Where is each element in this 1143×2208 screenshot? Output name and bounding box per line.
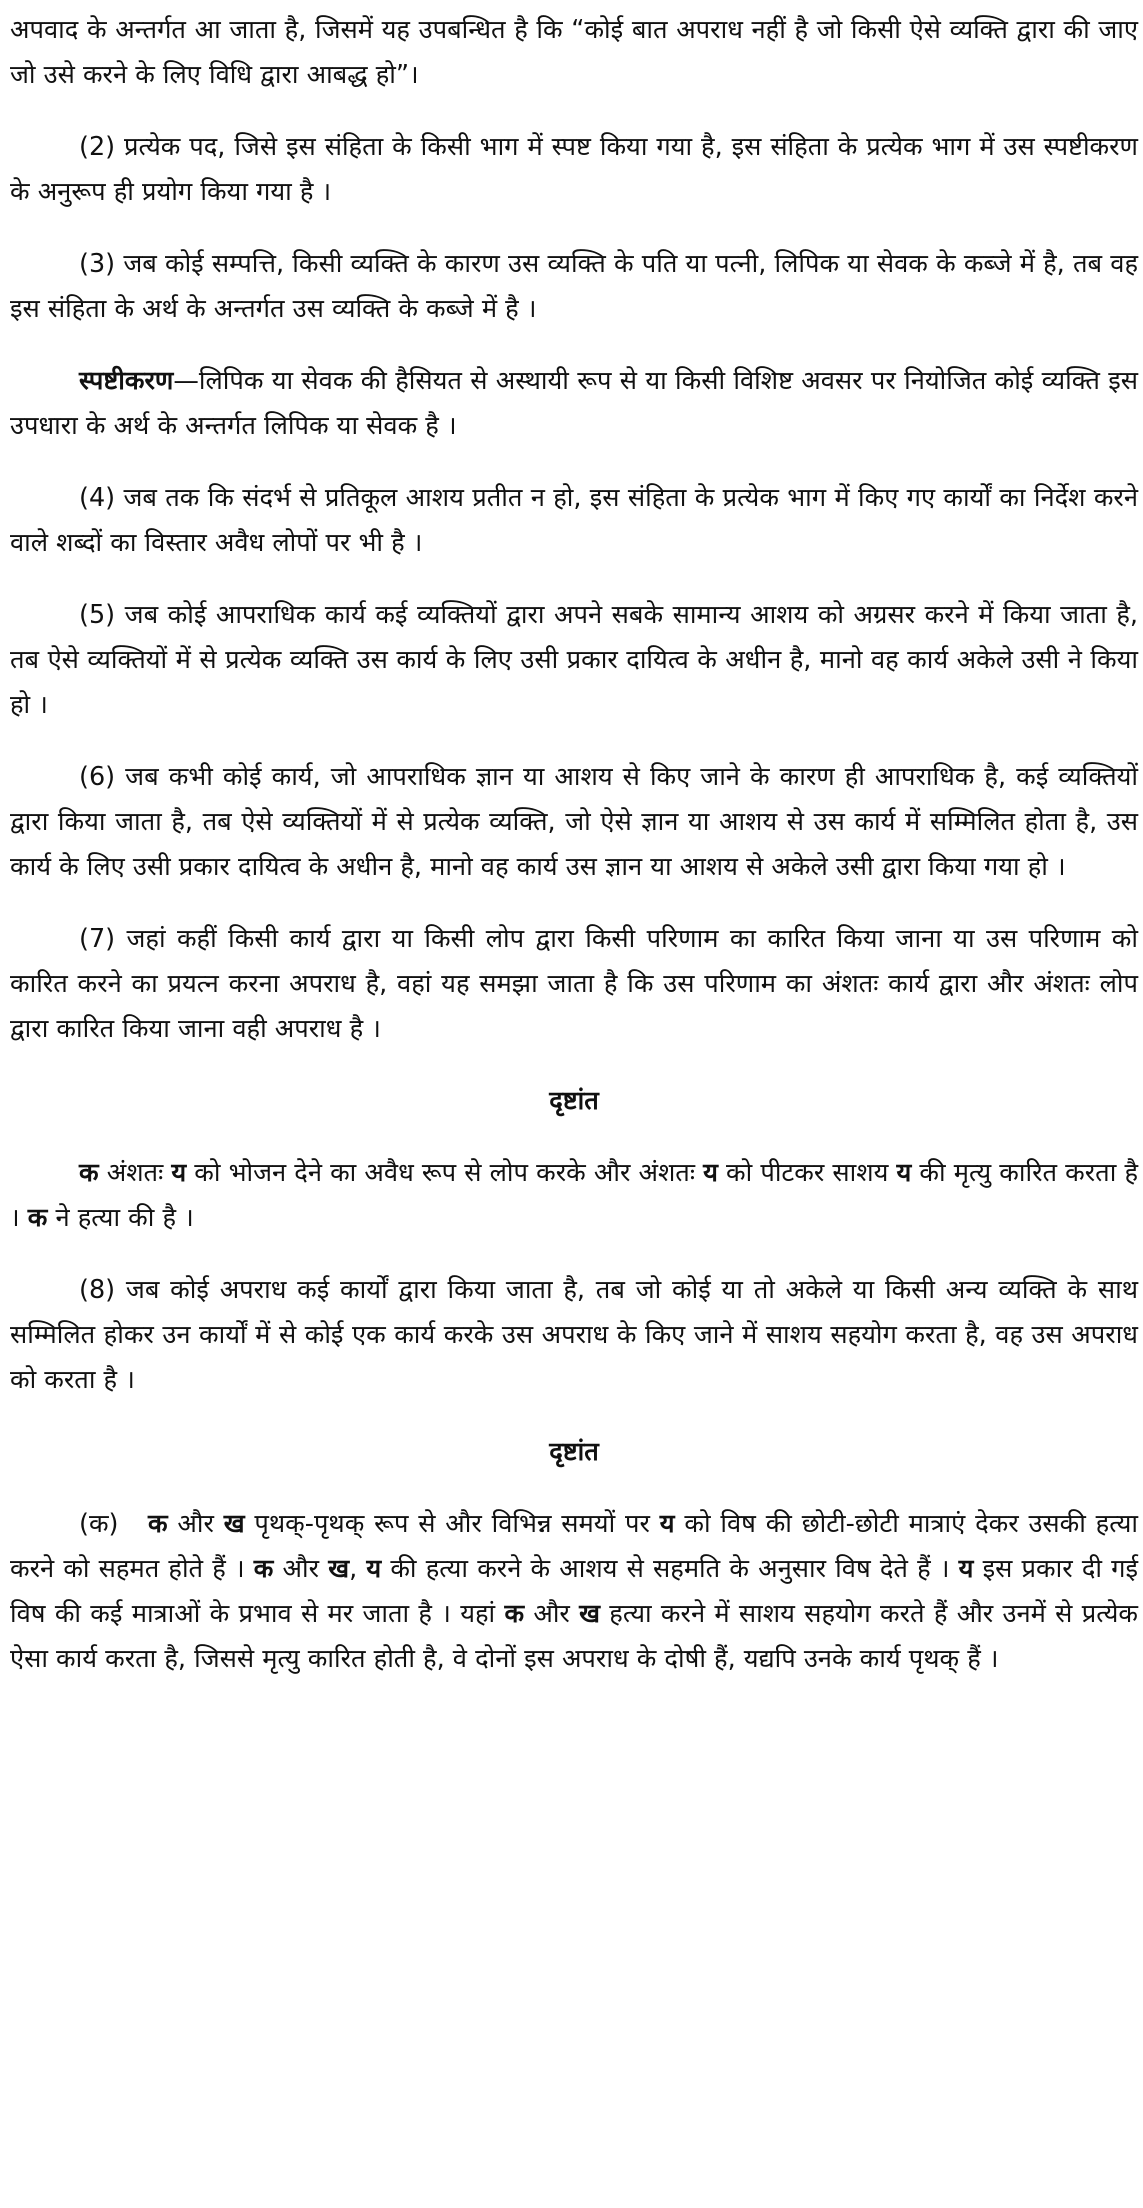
- party-ka: क: [253, 1554, 274, 1584]
- party-kha: ख: [223, 1509, 245, 1539]
- paragraph-explanation: [10, 359, 1138, 449]
- text-run: अंशतः: [98, 1158, 172, 1188]
- text-run: और: [167, 1509, 224, 1539]
- text-run: ने हत्या की है ।: [47, 1203, 194, 1233]
- text-run: को पीटकर साशय: [717, 1158, 897, 1188]
- party-ya: य: [896, 1158, 912, 1188]
- paragraph-subsection-2: (2) प्रत्येक पद, जिसे इस संहिता के किसी भाग में स्पष्ट किया गया है, इस संहिता के प्रत्येक भाग में उस स्पष्टीकरण के अनुरूप ही प्रयोग किया गया है ।: [10, 132, 1138, 207]
- text-run: पृथक्-पृथक् रूप से और विभिन्न समयों पर: [244, 1509, 660, 1539]
- paragraph-subsection-5: (5) जब कोई आपराधिक कार्य कई व्यक्तियों द्वारा अपने सबके सामान्य आशय को अग्रसर करने में किया जाता है, तब ऐसे व्यक्तियों में से प्रत्येक व्यक्ति उस कार्य के लिए उसी प्रकार दायित्व के अधीन है, मानो वह कार्य अकेले उसी ने किया हो ।: [10, 600, 1138, 720]
- paragraph-illustration-2: [10, 1502, 1138, 1682]
- party-kha: ख: [328, 1554, 350, 1584]
- illustration-heading: दृष्टांत: [549, 1437, 599, 1467]
- party-ka: क: [504, 1599, 525, 1629]
- text-run: हत्या करने में साशय सहयोग करते हैं और उनमें से प्रत्येक ऐसा कार्य करता है, जिससे मृत्यु कारित होती है, वे दोनों इस अपराध के दोषी हैं, यद्यपि उनके कार्य पृथक् हैं ।: [10, 1599, 1138, 1674]
- party-ka: क: [27, 1203, 48, 1233]
- text-run: ,: [349, 1554, 367, 1584]
- paragraph-subsection-7: (7) जहां कहीं किसी कार्य द्वारा या किसी लोप द्वारा किसी परिणाम का कारित किया जाना या उस परिणाम को कारित करने का प्रयत्न करना अपराध है, वहां यह समझा जाता है कि उस परिणाम का अंशतः कार्य द्वारा और अंशतः लोप द्वारा कारित किया जाना वही अपराध है ।: [10, 924, 1138, 1044]
- paragraph-subsection-4: (4) जब तक कि संदर्भ से प्रतिकूल आशय प्रतीत न हो, इस संहिता के प्रत्येक भाग में किए गए कार्यों का निर्देश करने वाले शब्दों का विस्तार अवैध लोपों पर भी है ।: [10, 483, 1138, 558]
- paragraph-subsection-6: (6) जब कभी कोई कार्य, जो आपराधिक ज्ञान या आशय से किए जाने के कारण ही आपराधिक है, कई व्यक्तियों द्वारा किया जाता है, तब ऐसे व्यक्तियों में से प्रत्येक व्यक्ति, जो ऐसे ज्ञान या आशय से उस कार्य में सम्मिलित होता है, उस कार्य के लिए उसी प्रकार दायित्व के अधीन है, मानो वह कार्य उस ज्ञान या आशय से अकेले उसी द्वारा किया गया हो ।: [10, 762, 1138, 882]
- paragraph-subsection-8: (8) जब कोई अपराध कई कार्यों द्वारा किया जाता है, तब जो कोई या तो अकेले या किसी अन्य व्यक्ति के साथ सम्मिलित होकर उन कार्यों में से कोई एक कार्य करके उस अपराध के किए जाने में साशय सहयोग करता है, वह उस अपराध को करता है ।: [10, 1275, 1138, 1395]
- party-ka: क: [79, 1158, 99, 1188]
- text-run: को भोजन देने का अवैध रूप से लोप करके और अंशतः: [186, 1158, 704, 1188]
- party-ka: क: [147, 1509, 168, 1539]
- text-run: की हत्या करने के आशय से सहमति के अनुसार विष देते हैं ।: [381, 1554, 959, 1584]
- paragraph-continuation: अपवाद के अन्तर्गत आ जाता है, जिसमें यह उपबन्धित है कि “कोई बात अपराध नहीं है जो किसी ऐसे व्यक्ति द्वारा की जाए जो उसे करने के लिए विधि द्वारा आबद्ध हो”।: [10, 15, 1138, 90]
- party-ya: य: [703, 1158, 718, 1188]
- party-ya: य: [659, 1509, 675, 1539]
- party-ya: य: [366, 1554, 382, 1584]
- text-run: और: [273, 1554, 329, 1584]
- text-run: इस प्रकार दी गई विष की कई मात्राओं के प्रभाव से मर जाता है । यहां: [10, 1554, 1139, 1629]
- party-kha: ख: [579, 1599, 601, 1629]
- party-ya: य: [171, 1158, 187, 1188]
- text-run: (क): [79, 1509, 148, 1539]
- text-run: और: [524, 1599, 580, 1629]
- party-ya: य: [958, 1554, 974, 1584]
- text-run: की मृत्यु कारित करता है ।: [10, 1158, 1138, 1233]
- document-page: [10, 8, 1138, 1709]
- explanation-label: स्पष्टीकरण: [79, 366, 174, 396]
- explanation-text: —लिपिक या सेवक की हैसियत से अस्थायी रूप से या किसी विशिष्ट अवसर पर नियोजित कोई व्यक्ति इस उपधारा के अर्थ के अन्तर्गत लिपिक या सेवक है ।: [10, 366, 1138, 441]
- illustration-heading: दृष्टांत: [549, 1086, 599, 1116]
- paragraph-illustration-1: [10, 1151, 1138, 1241]
- text-run: को विष की छोटी-छोटी मात्राएं देकर उसकी हत्या करने को सहमत होते हैं ।: [10, 1509, 1138, 1584]
- paragraph-subsection-3: (3) जब कोई सम्पत्ति, किसी व्यक्ति के कारण उस व्यक्ति के पति या पत्नी, लिपिक या सेवक के कब्जे में है, तब वह इस संहिता के अर्थ के अन्तर्गत उस व्यक्ति के कब्जे में है ।: [10, 249, 1138, 324]
